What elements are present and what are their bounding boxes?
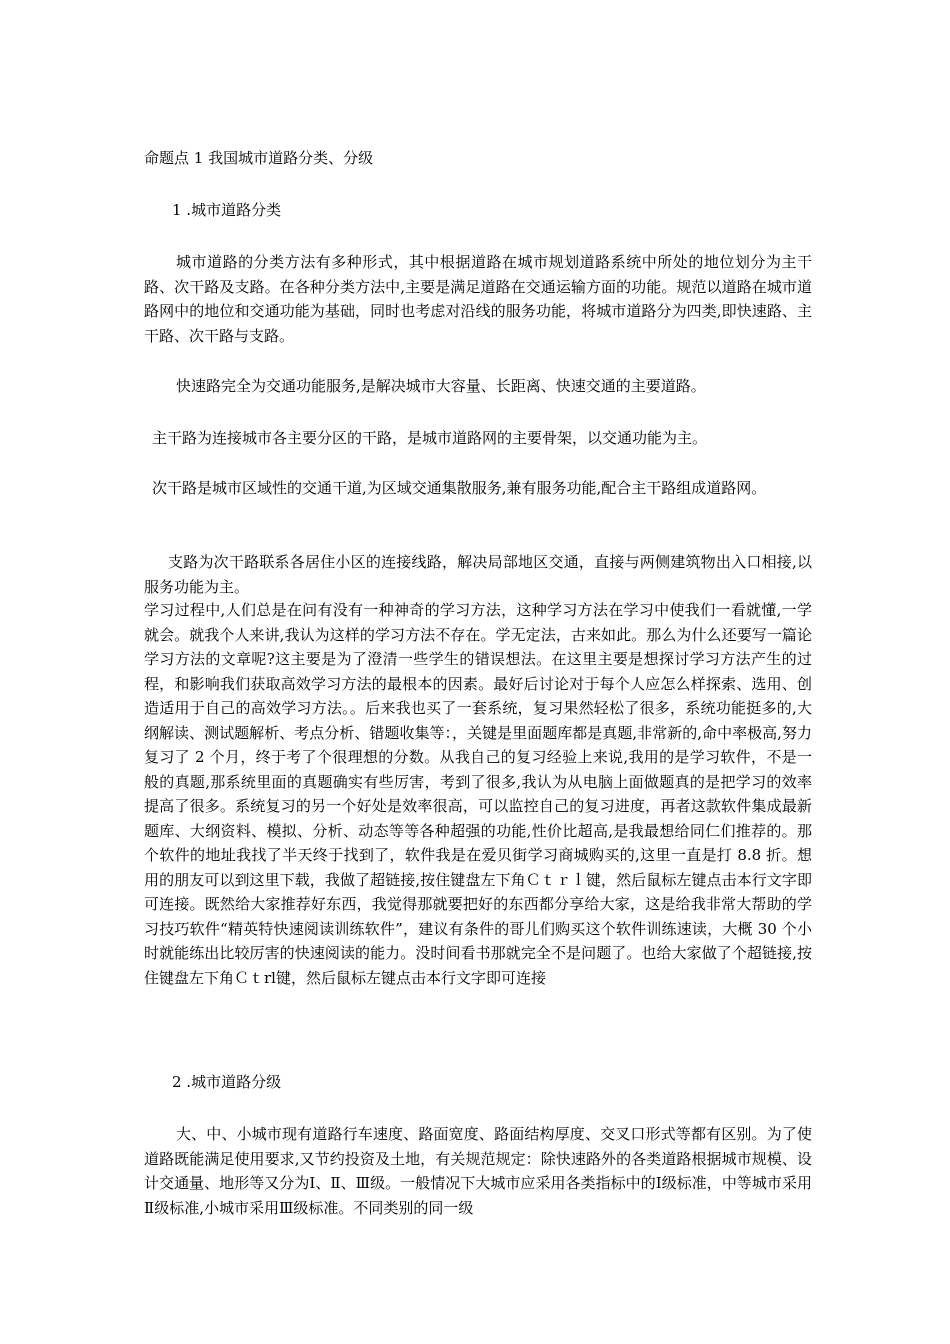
paragraph-secondary-road: 次干路是城市区域性的交通干道,为区域交通集散服务,兼有服务功能,配合主干路组成道路网。 (152, 479, 767, 497)
paragraph-expressway: 快速路完全为交通功能服务,是解决城市大容量、长距离、快速交通的主要道路。 (176, 377, 706, 395)
section-title-road-grading: 2 .城市道路分级 (172, 1073, 282, 1091)
paragraph-classification-methods: 城市道路的分类方法有多种形式，其中根据道路在城市规划道路系统中所处的地位划分为主干路、次干路及支路。在各种分类方法中,主要是满足道路在交通运输方面的功能。规范以道路在城市道路网中的地位和交通功能为基础，同时也考虑对沿线的服务功能，将城市道路分为四类,即快速路、主干路、次干路与支路。 (144, 253, 812, 345)
document-heading: 命题点 1 我国城市道路分类、分级 (144, 149, 374, 167)
paragraph-road-grading: 大、中、小城市现有道路行车速度、路面宽度、路面结构厚度、交叉口形式等都有区别。为了使道路既能满足使用要求,又节约投资及土地，有关规范规定：除快速路外的各类道路根据城市规模、设计交通量、地形等又分为Ⅰ、Ⅱ、Ⅲ级。一般情况下大城市应采用各类指标中的Ⅰ级标准，中等城市采用Ⅱ级标准,小城市采用Ⅲ级标准。不同类别的同一级 (144, 1125, 812, 1217)
paragraph-branch-road: 支路为次干路联系各居住小区的连接线路，解决局部地区交通，直接与两侧建筑物出入口相接,以服务功能为主。 (144, 553, 812, 596)
section-title-road-classification: 1 .城市道路分类 (172, 201, 282, 219)
paragraph-study-method: 学习过程中,人们总是在问有没有一种神奇的学习方法，这种学习方法在学习中使我们一看就懂,一学就会。就我个人来讲,我认为这样的学习方法不存在。学无定法，古来如此。那么为什么还要写一篇论学习方法的文章呢?这主要是为了澄清一些学生的错误想法。在这里主要是想探讨学习方法产生的过程，和影响我们获取高效学习方法的最根本的因素。最好后讨论对于每个人应怎么样探索、选用、创造适用于自己的高效学习方法。。后来我也买了一套系统，复习果然轻松了很多，系统功能挺多的,大纲解读、测试题解析、考点分析、错题收集等：，关键是里面题库都是真题,非常新的,命中率极高,努力复习了 2 个月，终于考了个很理想的分数。从我自己的复习经验上来说,我用的是学习软件，不是一般的真题,那系统里面的真题确实有些厉害，考到了很多,我认为从电脑上面做题真的是把学习的效率提高了很多。系统复习的另一个好处是效率很高，可以监控自己的复习进度，再者这款软件集成最新题库、大纲资料、模拟、分析、动态等等各种超强的功能,性价比超高,是我最想给同仁们推荐的。那个软件的地址我找了半天终于找到了，软件我是在爱贝街学习商城购买的,这里一直是打 8.8 折。想用的朋友可以到这里下载，我做了超链接,按住键盘左下角Ｃｔｒｌ键，然后鼠标左键点击本行文字即可连接。既然给大家推荐好东西，我觉得那就要把好的东西都分享给大家，这是给我非常大帮助的学习技巧软件“精英特快速阅读训练软件”，建议有条件的哥儿们购买这个软件训练速读，大概 30 个小时就能练出比较厉害的快速阅读的能力。没时间看书那就完全不是问题了。也给大家做了个超链接,按住键盘左下角Ｃｔrl键，然后鼠标左键点击本行文字即可连接 (144, 601, 812, 987)
paragraph-main-road: 主干路为连接城市各主要分区的干路，是城市道路网的主要骨架，以交通功能为主。 (152, 429, 708, 447)
